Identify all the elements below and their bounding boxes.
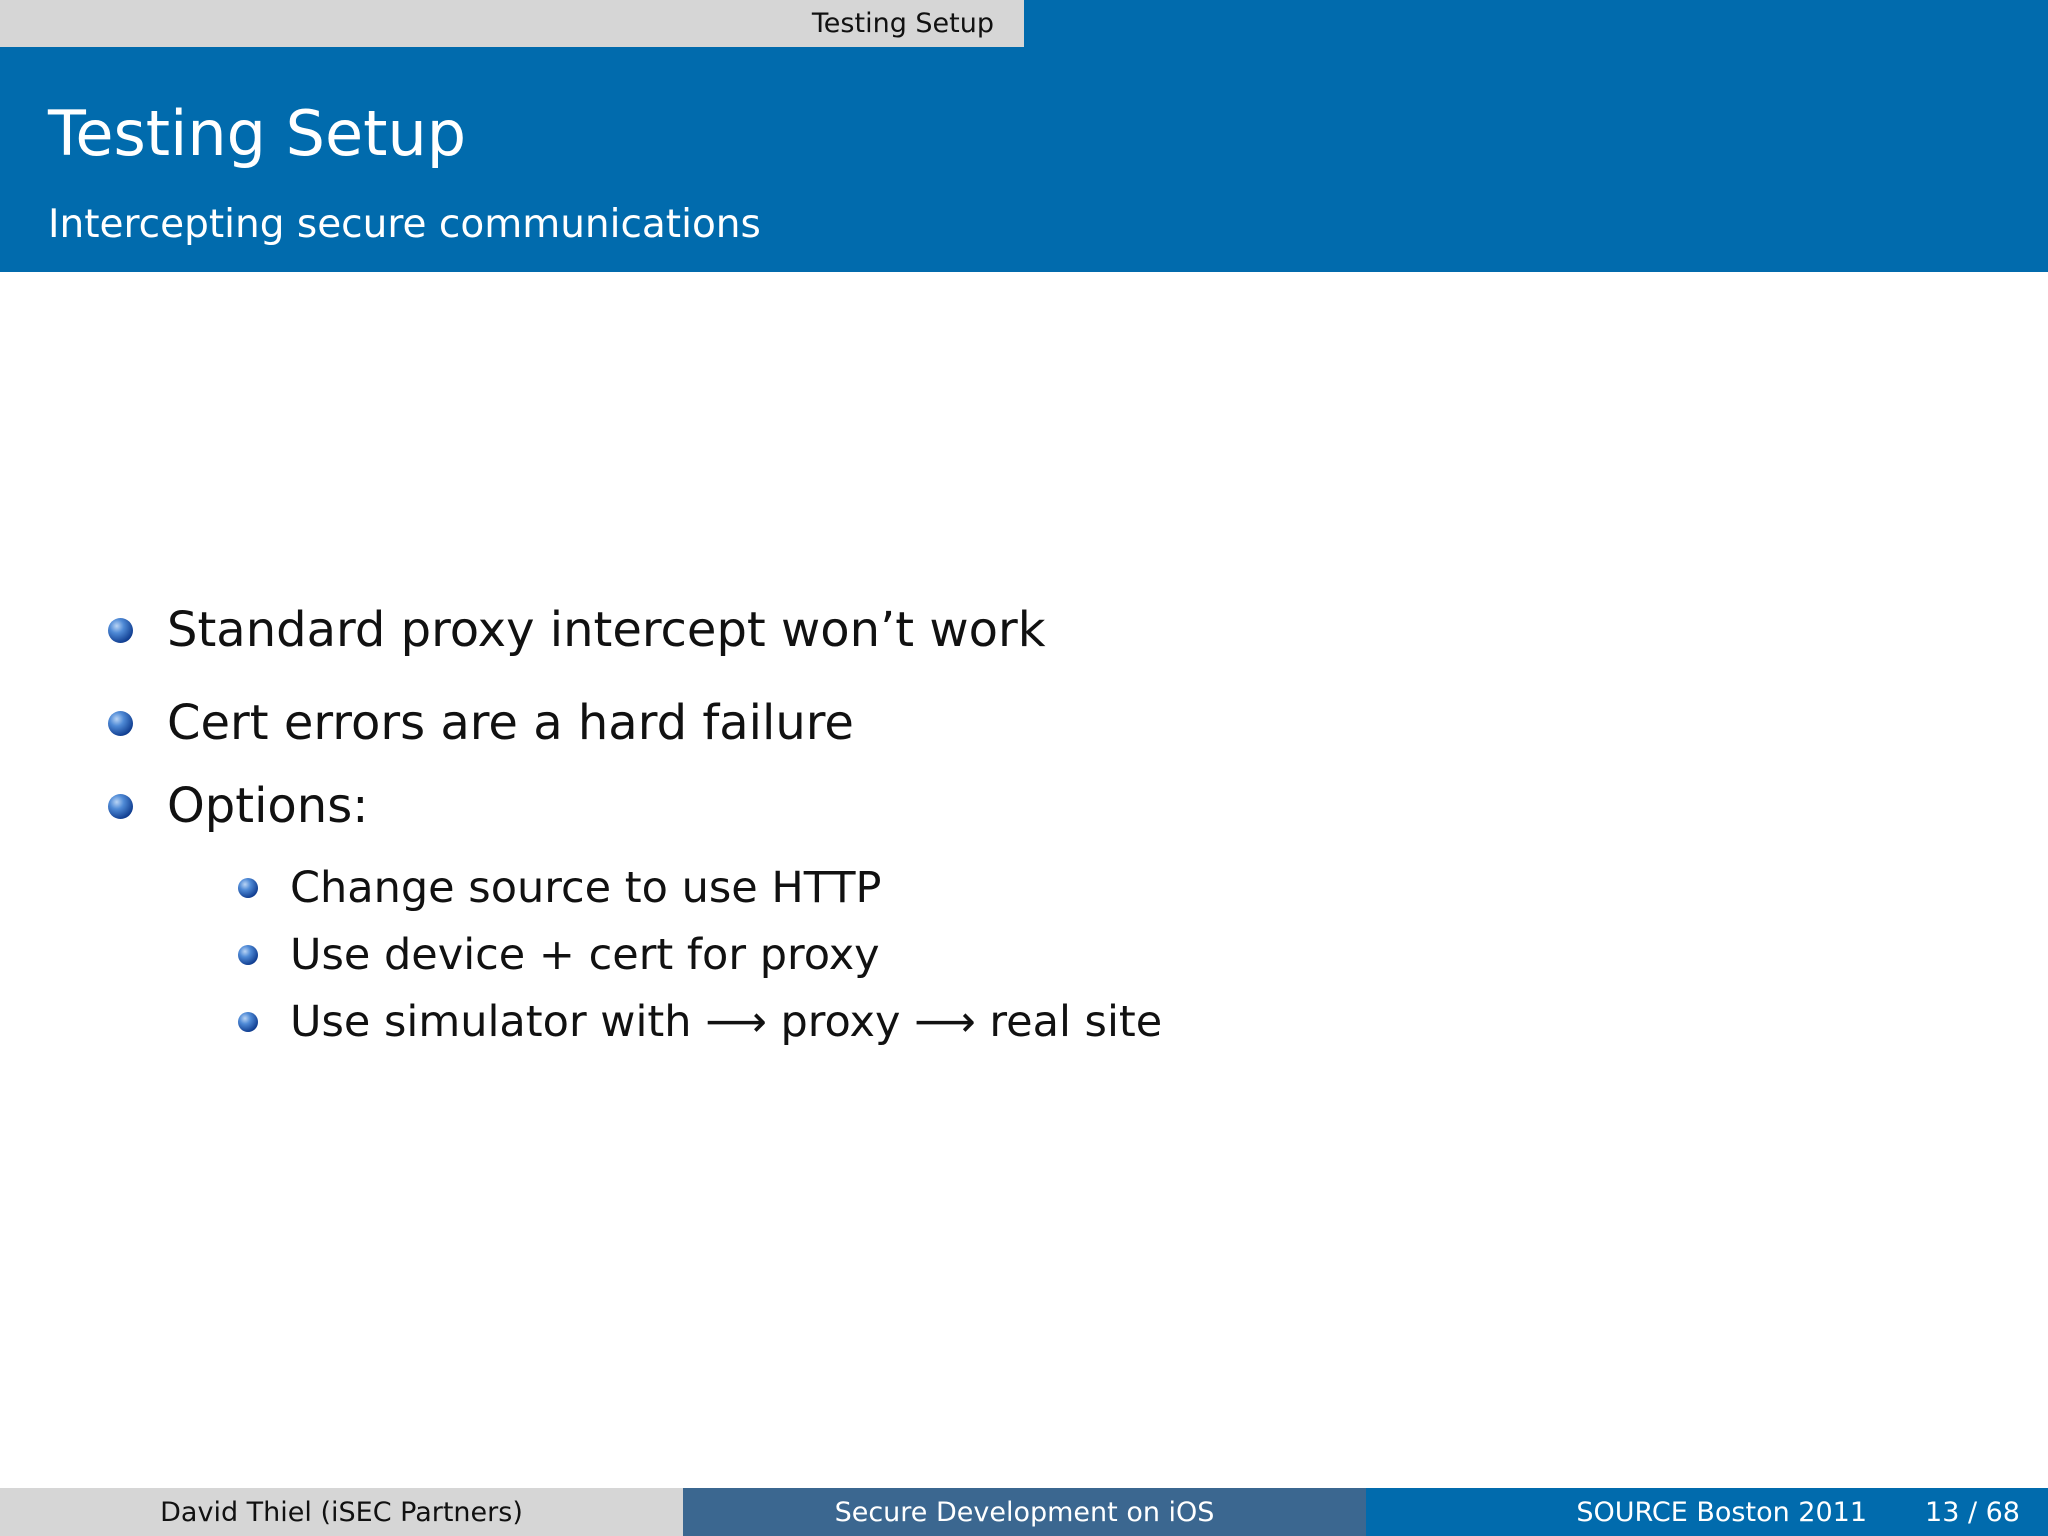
- section-navigation-bar: [0, 0, 2048, 47]
- sub-bullet-item: [238, 930, 880, 980]
- sub-bullet-text: Change source to use HTTP: [290, 863, 882, 913]
- bullet-text: Options:: [167, 778, 369, 834]
- footer-page-number: 13 / 68: [1925, 1496, 2020, 1528]
- footer-talk-title: Secure Development on iOS: [683, 1488, 1366, 1536]
- slide-subtitle: Intercepting secure communications: [48, 202, 761, 247]
- slide-content: [0, 272, 2048, 1488]
- bullet-item: [108, 695, 854, 751]
- bullet-item: [108, 778, 368, 834]
- sub-bullet-item: [238, 863, 881, 913]
- footer-event-and-page: [1366, 1488, 2048, 1536]
- section-nav-left: [0, 0, 1024, 47]
- sphere-bullet-icon: [238, 945, 258, 965]
- sphere-bullet-icon: [238, 1012, 258, 1032]
- bullet-text: Cert errors are a hard failure: [167, 695, 854, 751]
- section-nav-current[interactable]: Testing Setup: [794, 0, 1024, 47]
- frame-title-bar: [0, 47, 2048, 272]
- footline: [0, 1488, 2048, 1536]
- sub-bullet-item: [238, 997, 1162, 1047]
- bullet-text: Standard proxy intercept won’t work: [167, 602, 1046, 658]
- sphere-bullet-icon: [238, 878, 258, 898]
- sphere-bullet-icon: [108, 618, 133, 643]
- bullet-item: [108, 602, 1046, 658]
- sub-bullet-text: Use simulator with ⟶ proxy ⟶ real site: [290, 997, 1163, 1047]
- section-nav-right: [1024, 0, 2048, 47]
- sphere-bullet-icon: [108, 794, 133, 819]
- sub-bullet-text: Use device + cert for proxy: [290, 930, 880, 980]
- sphere-bullet-icon: [108, 711, 133, 736]
- slide-title: Testing Setup: [48, 97, 467, 170]
- footer-event: SOURCE Boston 2011: [1576, 1496, 1868, 1528]
- footer-author: David Thiel (iSEC Partners): [0, 1488, 683, 1536]
